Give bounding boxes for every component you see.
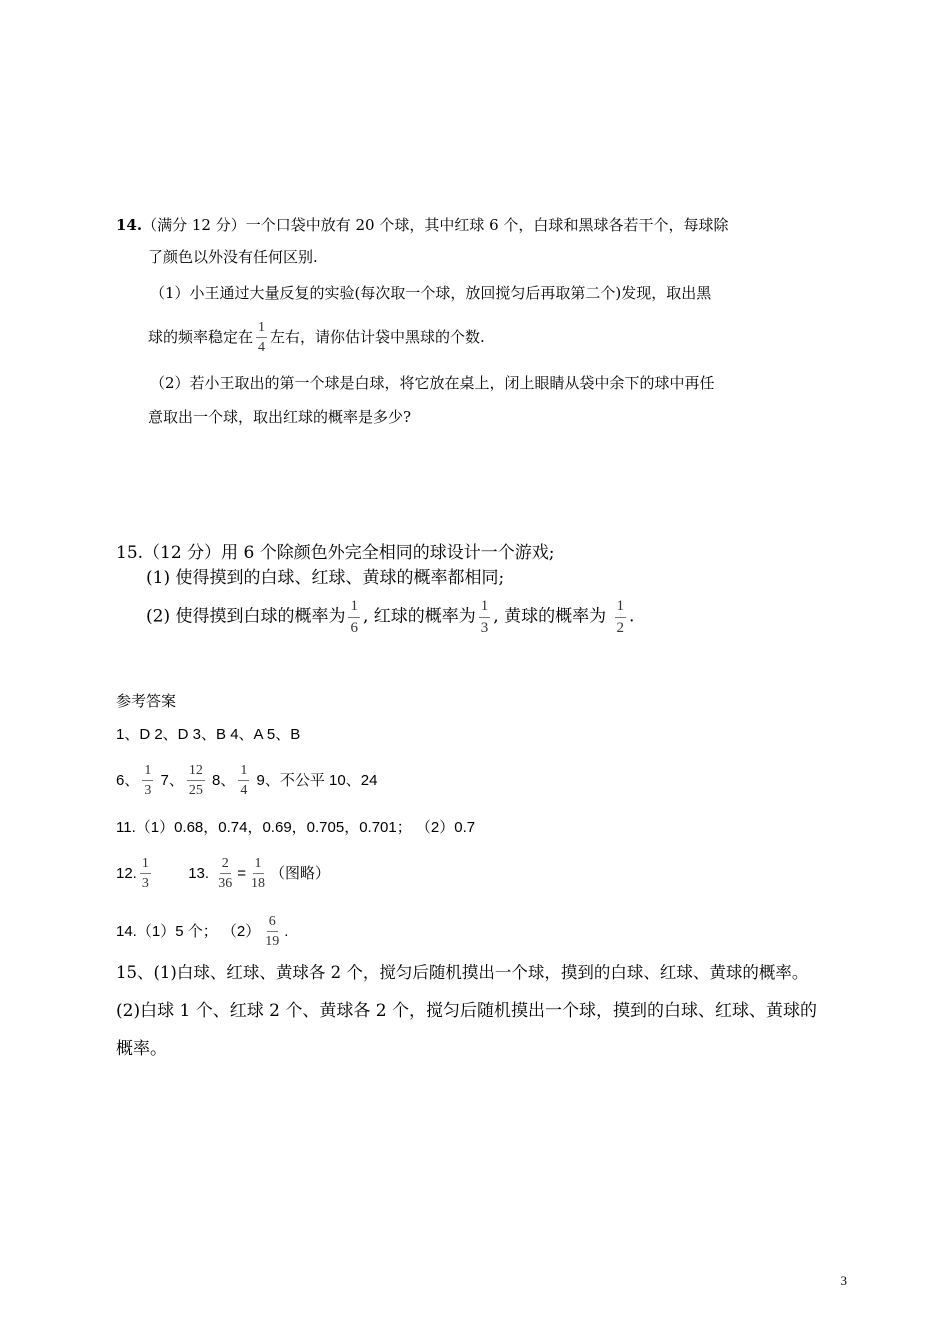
q14-number: 14.: [116, 216, 143, 234]
q15-fraction-white: [348, 598, 360, 636]
fraction-denominator: 2: [616, 619, 625, 636]
fraction-numerator: 1: [256, 320, 267, 338]
answer-9-10: 9、不公平 10、24: [256, 771, 378, 789]
q15-part2-text-b: , 红球的概率为: [362, 606, 476, 627]
answer-11: 11.（1）0.68，0.74，0.69，0.705，0.701； （2）0.7: [116, 819, 476, 836]
answer-14: [116, 914, 288, 950]
q15-part2-text-d: .: [629, 606, 635, 627]
page-number: 3: [840, 1273, 847, 1288]
fraction-denominator: 3: [480, 619, 489, 636]
answer-13-equals: =: [237, 864, 246, 882]
answer-12-13: [116, 856, 330, 892]
answer-7-fraction: [187, 763, 205, 799]
fraction-denominator: 4: [240, 783, 248, 799]
fraction-numerator: 1: [253, 856, 264, 874]
answer-6-fraction: [142, 763, 153, 799]
fraction-denominator: 6: [350, 619, 358, 636]
answer-13-fraction-b: [249, 856, 267, 892]
answer-6-prefix: 6、: [116, 771, 140, 789]
answer-15-line-3: 概率。: [116, 1039, 167, 1059]
fraction-denominator: 4: [258, 340, 266, 356]
fraction-numerator: 1: [615, 598, 627, 618]
q14-part2-line-1: （2）若小王取出的第一个球是白球，将它放在桌上，闭上眼睛从袋中余下的球中再任: [150, 374, 715, 392]
answer-12-fraction: [140, 856, 151, 892]
fraction-numerator: 2: [220, 856, 231, 874]
fraction-numerator: 1: [348, 598, 360, 618]
q14-part1-text-a: 球的频率稳定在: [148, 327, 254, 346]
answers-title: 参考答案: [116, 692, 177, 710]
q14-part2-line-2: 意取出一个球，取出红球的概率是多少?: [148, 408, 412, 426]
q15-fraction-red: [479, 598, 491, 636]
q15-line-1: 15.（12 分）用 6 个除颜色外完全相同的球设计一个游戏;: [116, 543, 555, 563]
answer-8-prefix: 8、: [212, 771, 236, 789]
fraction-numerator: 1: [142, 763, 153, 781]
answer-7-prefix: 7、: [160, 771, 184, 789]
fraction-numerator: 1: [479, 598, 491, 618]
answer-13-note: （图略）: [270, 864, 331, 882]
q14-stem-1: （满分 12 分）一个口袋中放有 20 个球，其中红球 6 个，白球和黑球各若干个，每球除: [142, 216, 729, 234]
q14-line-1: [116, 218, 728, 233]
answer-15-line-1: 15、(1)白球、红球、黄球各 2 个，搅匀后随机摸出一个球，摸到的白球、红球、黄球的概率。: [116, 963, 809, 982]
answer-14-end: .: [284, 922, 289, 940]
fraction-numerator: 12: [187, 763, 205, 781]
answer-6-10: [116, 763, 377, 799]
answer-14-fraction: [263, 914, 281, 950]
q15-part1: (1) 使得摸到的白球、红球、黄球的概率都相同;: [146, 568, 505, 588]
fraction-numerator: 1: [238, 763, 249, 781]
fraction-denominator: 36: [218, 876, 233, 892]
answer-1-5: 1、D 2、D 3、B 4、A 5、B: [116, 726, 301, 743]
fraction-denominator: 18: [251, 876, 265, 892]
fraction-numerator: 6: [267, 914, 278, 932]
fraction-denominator: 3: [144, 783, 152, 799]
fraction-denominator: 19: [265, 934, 280, 950]
q14-part1-line-2: [148, 320, 485, 356]
q15-part2-text-c: , 黄球的概率为: [493, 606, 607, 627]
fraction-numerator: 1: [140, 856, 151, 874]
answer-15-line-2: (2)白球 1 个、红球 2 个、黄球各 2 个，搅匀后随机摸出一个球，摸到的白球、红球、黄球的: [116, 1001, 817, 1021]
answer-12-prefix: 12.: [116, 864, 137, 882]
q14-line-2: 了颜色以外没有任何区别.: [148, 248, 318, 266]
answer-13-prefix: 13.: [188, 864, 210, 882]
fraction-denominator: 25: [188, 783, 203, 799]
q14-part1-text-b: 左右，请你估计袋中黑球的个数.: [270, 327, 485, 346]
answer-14-prefix: 14.（1）5 个； （2）: [116, 922, 261, 940]
answer-8-fraction: [238, 763, 249, 799]
fraction-denominator: 3: [141, 876, 149, 892]
q14-fraction-one-quarter: [256, 320, 267, 356]
q15-part2-text-a: (2) 使得摸到白球的概率为: [146, 606, 346, 627]
q15-fraction-yellow: [615, 598, 627, 636]
q14-part1-line-1: （1）小王通过大量反复的实验(每次取一个球，放回搅匀后再取第二个)发现，取出黑: [150, 284, 712, 302]
q15-part2: [146, 598, 634, 636]
answer-13-fraction-a: [216, 856, 234, 892]
